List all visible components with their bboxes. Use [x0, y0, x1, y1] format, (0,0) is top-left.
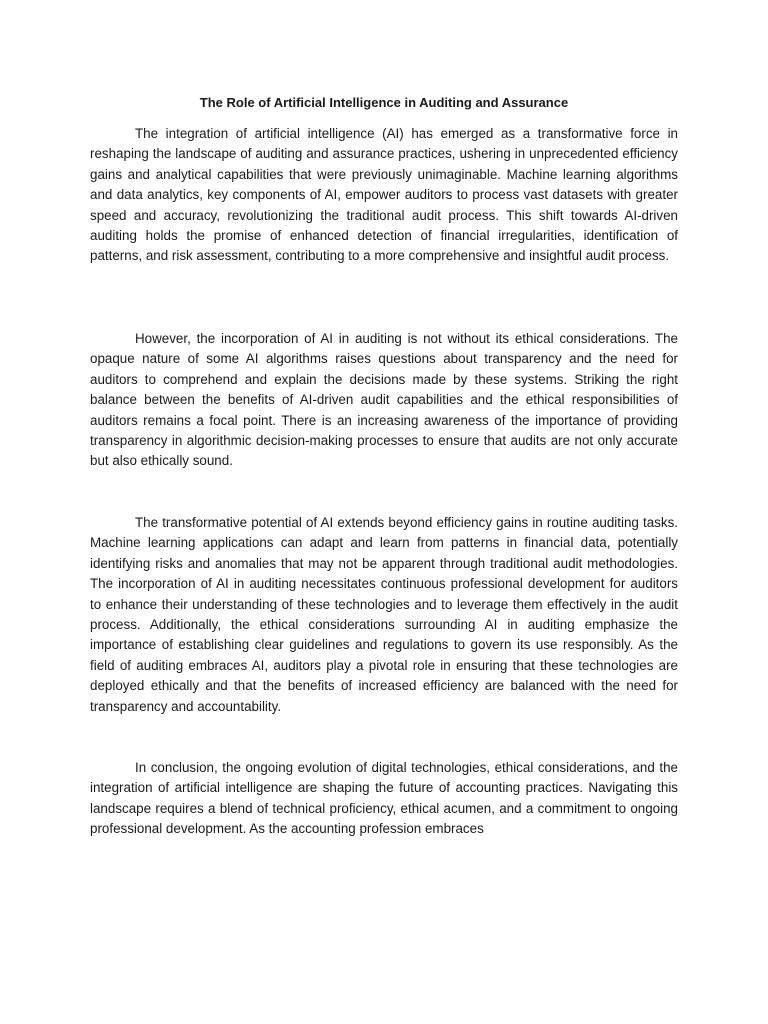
paragraph-3: The transformative potential of AI extends beyond efficiency gains in routine auditing tasks. Machine learning applications can adapt and learn from patterns in financial data, potentially identifying risks and anomalies that may not be apparent through traditional audit methodologies. The incorporation of AI in auditing necessitates continuous professional development for auditors to enhance their understanding of these technologies and to leverage them effectively in the audit process. Additionally, the ethical considerations surrounding AI in auditing emphasize the importance of establishing clear guidelines and regulations to govern its use responsibly. As the field of auditing embraces AI, auditors play a pivotal role in ensuring that these technologies are deployed ethically and that the benefits of increased efficiency are balanced with the need for transparency and accountability.: [90, 515, 678, 714]
document-title: The Role of Artificial Intelligence in Auditing and Assurance: [199, 95, 569, 110]
paragraph-2: However, the incorporation of AI in auditing is not without its ethical considerations. The opaque nature of some AI algorithms raises questions about transparency and the need for auditors to comprehend and explain the decisions made by these systems. Striking the right balance between the benefits of AI-driven audit capabilities and the ethical responsibilities of auditors remains a focal point. There is an increasing awareness of the importance of providing transparency in algorithmic decision-making processes to ensure that audits are not only accurate but also ethically sound.: [90, 331, 678, 469]
paragraph-1: The integration of artificial intelligence (AI) has emerged as a transformative force in reshaping the landscape of auditing and assurance practices, ushering in unprecedented efficiency gains and analytical capabilities that were previously unimaginable. Machine learning algorithms and data analytics, key components of AI, empower auditors to process vast datasets with greater speed and accuracy, revolutionizing the traditional audit process. This shift towards AI-driven auditing holds the promise of enhanced detection of financial irregularities, identification of patterns, and risk assessment, contributing to a more comprehensive and insightful audit process.: [90, 126, 678, 264]
paragraph-4: In conclusion, the ongoing evolution of digital technologies, ethical considerations, and the integration of artificial intelligence are shaping the future of accounting practices. Navigating this landscape requires a blend of technical proficiency, ethical acumen, and a commitment to ongoing professional development. As the accounting profession embraces: [90, 760, 678, 837]
